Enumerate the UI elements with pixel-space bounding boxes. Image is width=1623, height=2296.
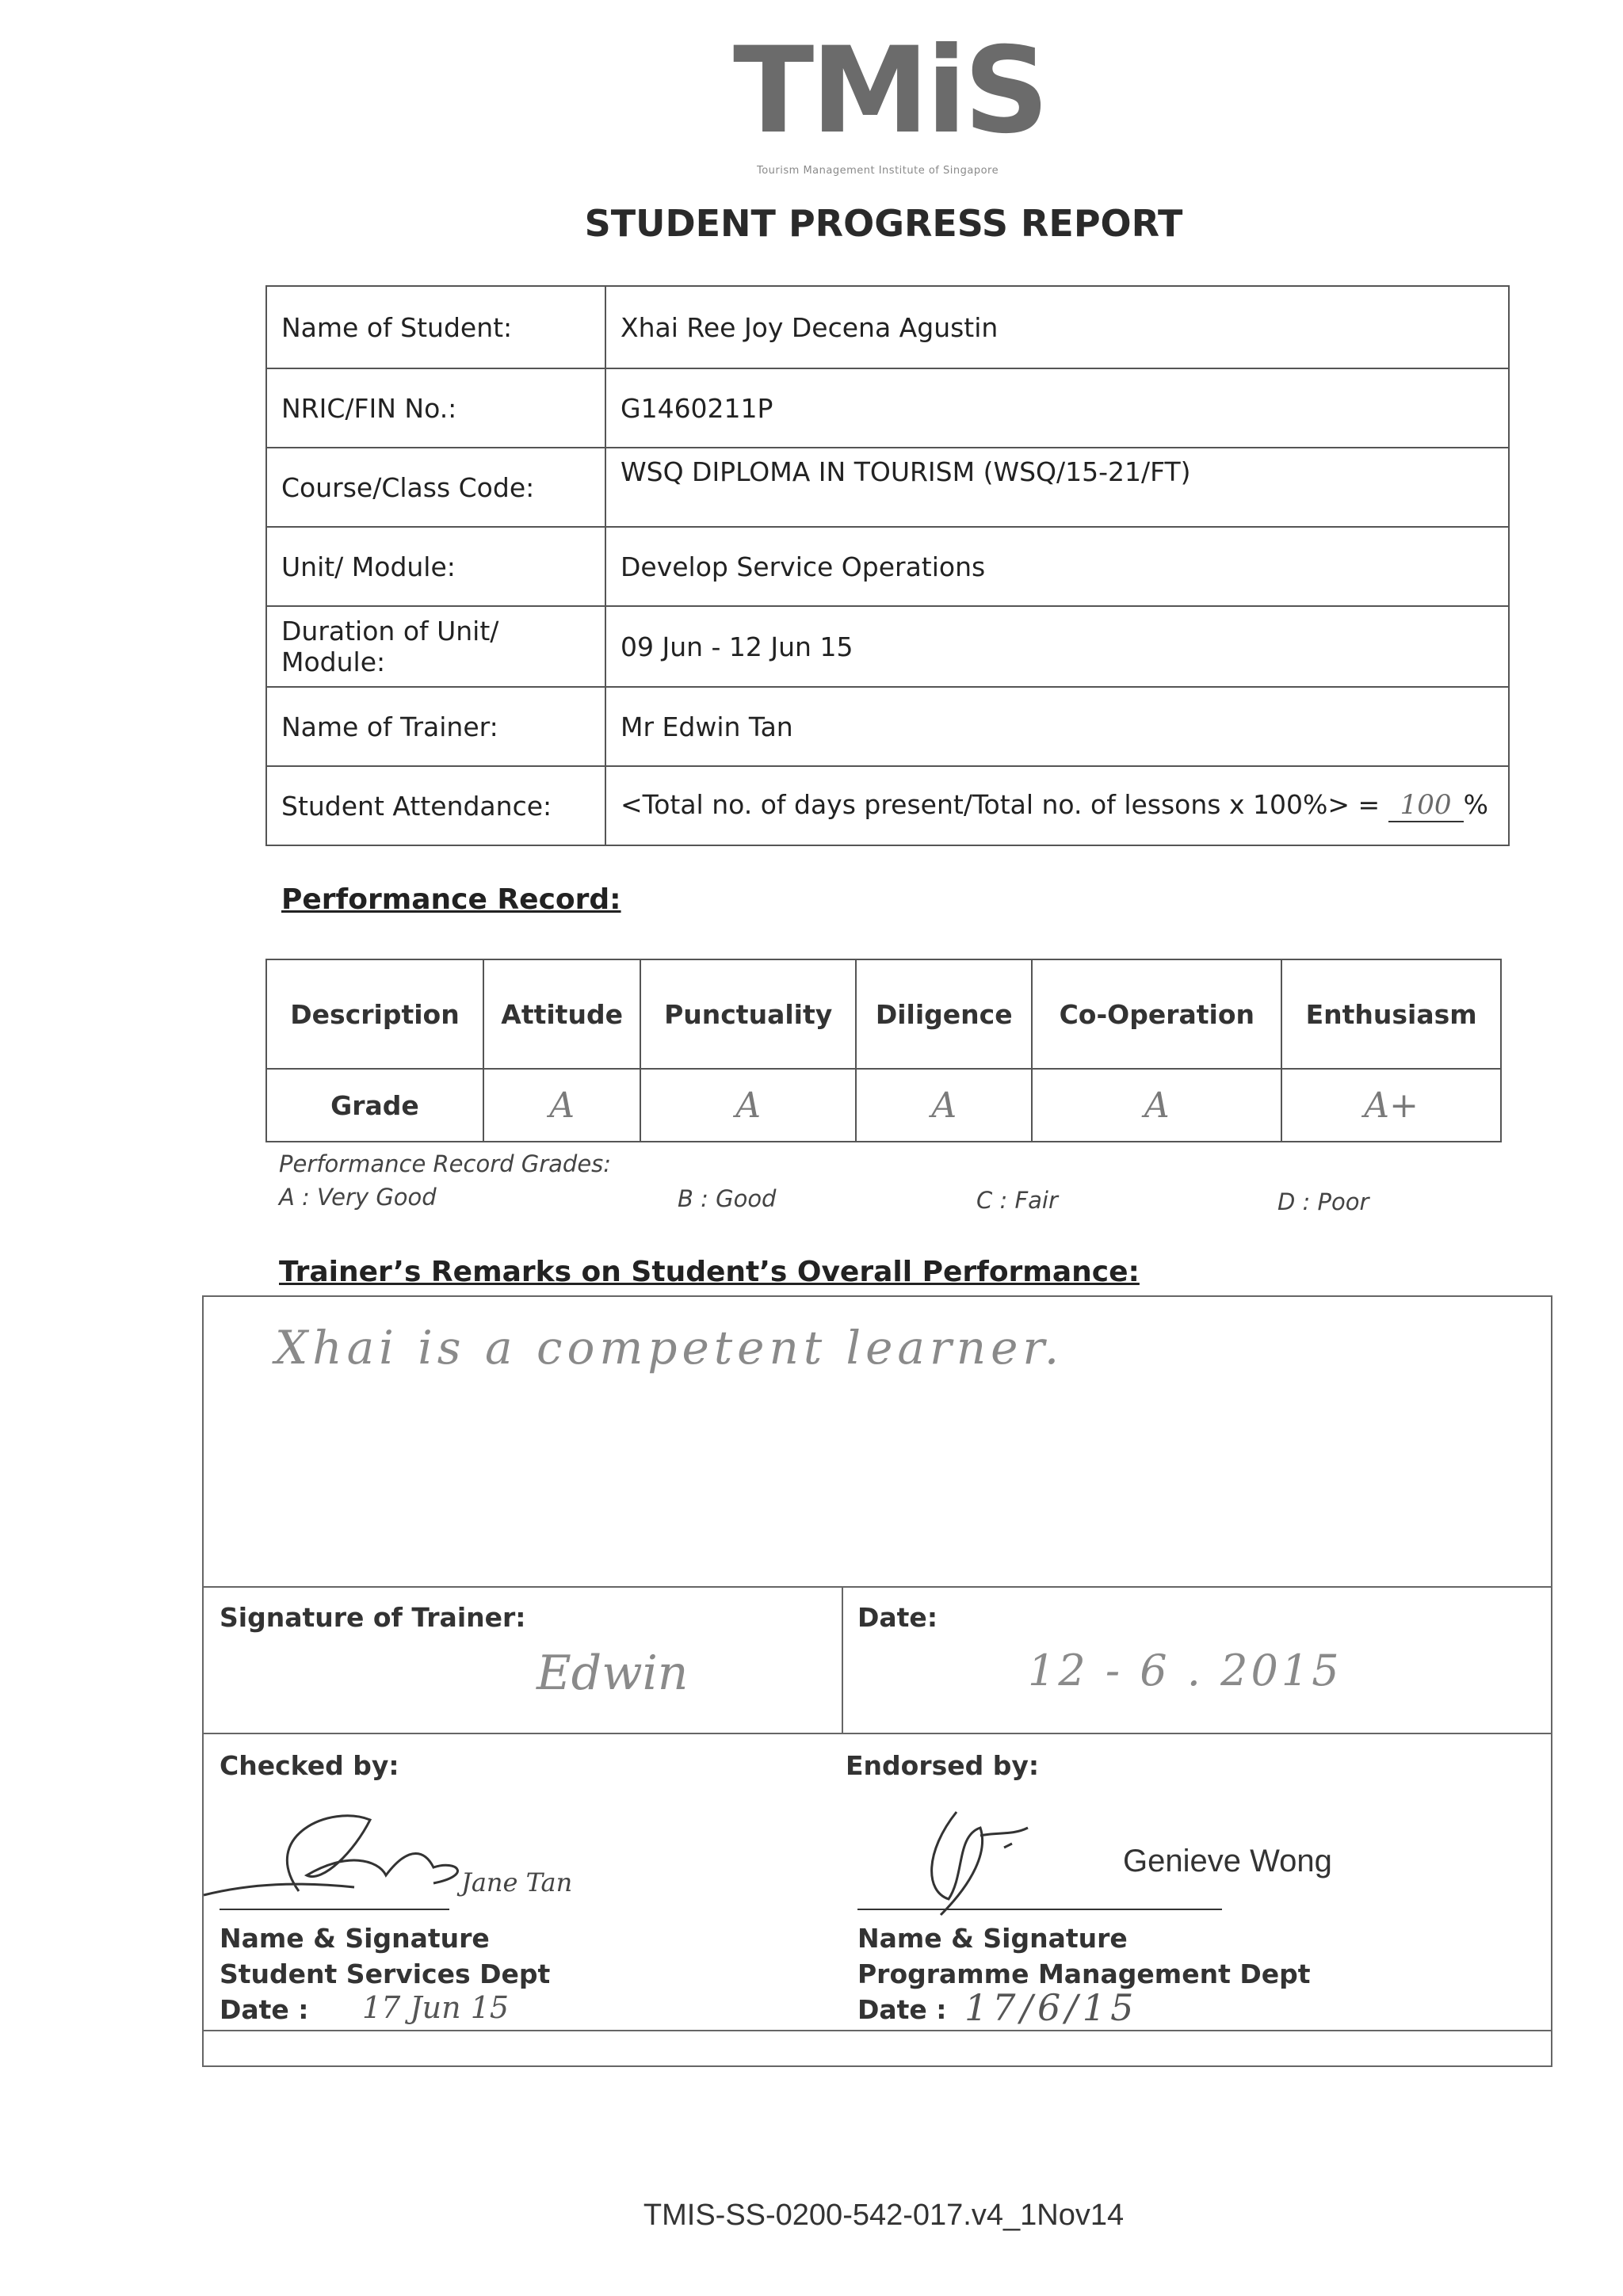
performance-header-row	[266, 959, 1501, 1069]
checked-by-dept: Student Services Dept	[220, 1958, 551, 1989]
endorsed-by-signature-scribble	[909, 1804, 1067, 1923]
info-row-course	[266, 448, 1509, 527]
report-title: STUDENT PROGRESS REPORT	[584, 202, 1183, 245]
checked-by-signature-line	[220, 1909, 449, 1910]
perf-header: Attitude	[483, 959, 640, 1069]
trainer-date-label: Date:	[857, 1602, 938, 1633]
remarks-signature-box	[202, 1295, 1552, 2067]
perf-header: Diligence	[856, 959, 1032, 1069]
endorsed-by-line1: Name & Signature	[857, 1923, 1128, 1954]
grade-legend-b: B : Good	[678, 1185, 777, 1212]
student-info-table	[265, 285, 1510, 846]
info-value: G1460211P	[605, 368, 1509, 448]
grade-co-operation: A	[1144, 1085, 1170, 1126]
trainer-signature: Edwin	[537, 1646, 689, 1701]
info-label: Unit/ Module:	[266, 527, 605, 606]
remarks-heading: Trainer’s Remarks on Student’s Overall Performance:	[279, 1256, 1140, 1288]
endorsed-by-date-label: Date :	[857, 1994, 947, 2025]
info-value: 09 Jun - 12 Jun 15	[605, 606, 1509, 687]
performance-heading: Performance Record:	[281, 883, 621, 916]
grades-legend-title: Performance Record Grades:	[279, 1150, 612, 1177]
info-row-trainer	[266, 687, 1509, 766]
info-label: Course/Class Code:	[266, 448, 605, 527]
perf-header: Co-Operation	[1032, 959, 1281, 1069]
attendance-blank	[1388, 789, 1464, 822]
info-row-duration	[266, 606, 1509, 687]
info-row-student-name	[266, 286, 1509, 368]
info-label: Name of Student:	[266, 286, 605, 368]
info-value: Mr Edwin Tan	[605, 687, 1509, 766]
info-label: Student Attendance:	[266, 766, 605, 845]
performance-grade-row	[266, 1069, 1501, 1142]
grade-legend-a: A : Very Good	[279, 1184, 437, 1211]
info-value: Xhai Ree Joy Decena Agustin	[605, 286, 1509, 368]
checked-by-signature-name: Jane Tan	[461, 1867, 573, 1897]
trainer-date: 12 - 6 . 2015	[1028, 1646, 1342, 1695]
endorsed-by-label: Endorsed by:	[846, 1750, 1040, 1781]
info-label: Duration of Unit/ Module:	[266, 606, 605, 687]
endorsed-by-date: 17/6/15	[964, 1986, 1139, 2029]
checked-by-label: Checked by:	[220, 1750, 399, 1781]
info-value: WSQ DIPLOMA IN TOURISM (WSQ/15-21/FT)	[605, 448, 1509, 527]
checked-by-date: 17 Jun 15	[362, 1990, 510, 2025]
info-row-attendance	[266, 766, 1509, 845]
grade-legend-c: C : Fair	[976, 1187, 1058, 1214]
info-row-module	[266, 527, 1509, 606]
form-code-footer: TMIS-SS-0200-542-017.v4_1Nov14	[643, 2199, 1125, 2232]
grade-diligence: A	[931, 1085, 957, 1126]
perf-header: Punctuality	[640, 959, 856, 1069]
remarks-handwritten: Xhai is a competent learner.	[275, 1321, 1064, 1375]
attendance-formula: <Total no. of days present/Total no. of lessons x 100%> =	[621, 789, 1381, 820]
perf-header: Enthusiasm	[1281, 959, 1501, 1069]
endorsed-by-printed-name: Genieve Wong	[1123, 1844, 1332, 1878]
checked-by-date-label: Date :	[220, 1994, 309, 2025]
tmis-logo	[733, 22, 1066, 190]
info-row-nric	[266, 368, 1509, 448]
grade-legend-d: D : Poor	[1277, 1188, 1369, 1215]
logo-wordmark: TMiS	[733, 22, 1047, 160]
checked-by-line1: Name & Signature	[220, 1923, 490, 1954]
grade-label: Grade	[266, 1069, 483, 1142]
grade-attitude: A	[549, 1085, 575, 1126]
performance-table	[265, 959, 1502, 1142]
info-value	[605, 766, 1509, 845]
grade-punctuality: A	[735, 1085, 762, 1126]
endorsed-by-signature-line	[857, 1909, 1222, 1910]
info-label: NRIC/FIN No.:	[266, 368, 605, 448]
info-value: Develop Service Operations	[605, 527, 1509, 606]
perf-header: Description	[266, 959, 483, 1069]
endorsed-by-dept: Programme Management Dept	[857, 1958, 1311, 1989]
logo-subtitle: Tourism Management Institute of Singapore	[757, 165, 999, 177]
attendance-suffix: %	[1463, 789, 1488, 820]
trainer-signature-label: Signature of Trainer:	[220, 1602, 526, 1633]
grade-enthusiasm: A+	[1364, 1085, 1419, 1126]
attendance-handwritten: 100	[1400, 789, 1452, 821]
info-label: Name of Trainer:	[266, 687, 605, 766]
